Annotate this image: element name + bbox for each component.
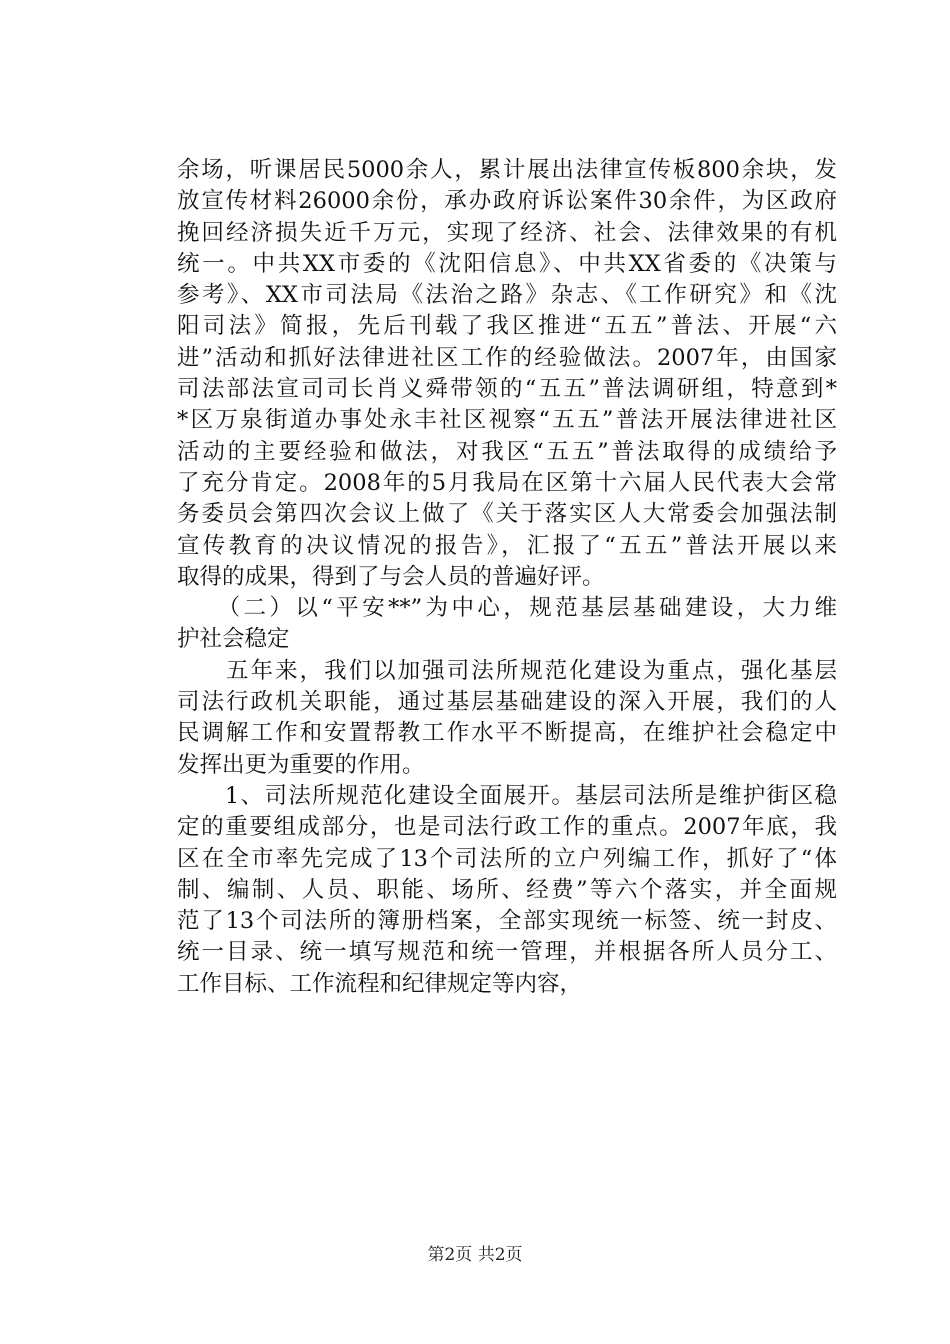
section-heading-line: 护社会稳定 [177, 626, 290, 653]
text-line: 司法行政机关职能，通过基层基础建设的深入开展，我们的人 [177, 689, 837, 716]
text-line: 五年来，我们以加强司法所规范化建设为重点，强化基层 [177, 657, 837, 684]
text-line: 区在全市率先完成了13个司法所的立户列编工作，抓好了“体 [177, 845, 837, 872]
text-line: *区万泉街道办事处永丰社区视察“五五”普法开展法律进社区 [177, 407, 837, 434]
page-number-footer: 第2页 共2页 [427, 1245, 523, 1265]
text-line: 司法部法宣司司长肖义舜带领的“五五”普法调研组，特意到* [177, 376, 837, 403]
text-line: 务委员会第四次会议上做了《关于落实区人大常委会加强法制 [177, 501, 837, 528]
text-line: 进”活动和抓好法律进社区工作的经验做法。2007年，由国家 [177, 344, 837, 371]
text-line: 参考》、XX市司法局《法治之路》杂志、《工作研究》和《沈 [177, 282, 837, 309]
text-line: 挽回经济损失近千万元，实现了经济、社会、法律效果的有机 [177, 219, 837, 246]
text-line: 阳司法》简报，先后刊载了我区推进“五五”普法、开展“六 [177, 313, 837, 340]
text-line: 取得的成果，得到了与会人员的普遍好评。 [177, 563, 605, 590]
text-line: 活动的主要经验和做法，对我区“五五”普法取得的成绩给予 [177, 438, 837, 465]
text-line: 统一目录、统一填写规范和统一管理，并根据各所人员分工、 [177, 939, 837, 966]
text-line: 范了13个司法所的簿册档案，全部实现统一标签、统一封皮、 [177, 908, 837, 935]
text-line: 余场，听课居民5000余人，累计展出法律宣传板800余块，发 [177, 157, 837, 183]
section-heading-line: （二）以“平安**”为中心，规范基层基础建设，大力维 [177, 595, 837, 622]
text-line: 制、编制、人员、职能、场所、经费”等六个落实，并全面规 [177, 876, 837, 903]
text-line: 了充分肯定。2008年的5月我局在区第十六届人民代表大会常 [177, 469, 837, 496]
text-line: 民调解工作和安置帮教工作水平不断提高，在维护社会稳定中 [177, 720, 837, 747]
text-line: 发挥出更为重要的作用。 [177, 751, 425, 778]
text-line: 定的重要组成部分，也是司法行政工作的重点。2007年底，我 [177, 814, 837, 841]
text-line: 1、司法所规范化建设全面展开。基层司法所是维护街区稳 [177, 782, 837, 809]
body-text [177, 155, 837, 1000]
text-line: 统一。中共XX市委的《沈阳信息》、中共XX省委的《决策与 [177, 250, 837, 277]
text-line: 放宣传材料26000余份，承办政府诉讼案件30余件，为区政府 [177, 188, 837, 215]
text-line: 工作目标、工作流程和纪律规定等内容， [177, 970, 583, 997]
text-line: 宣传教育的决议情况的报告》，汇报了“五五”普法开展以来 [177, 532, 837, 559]
